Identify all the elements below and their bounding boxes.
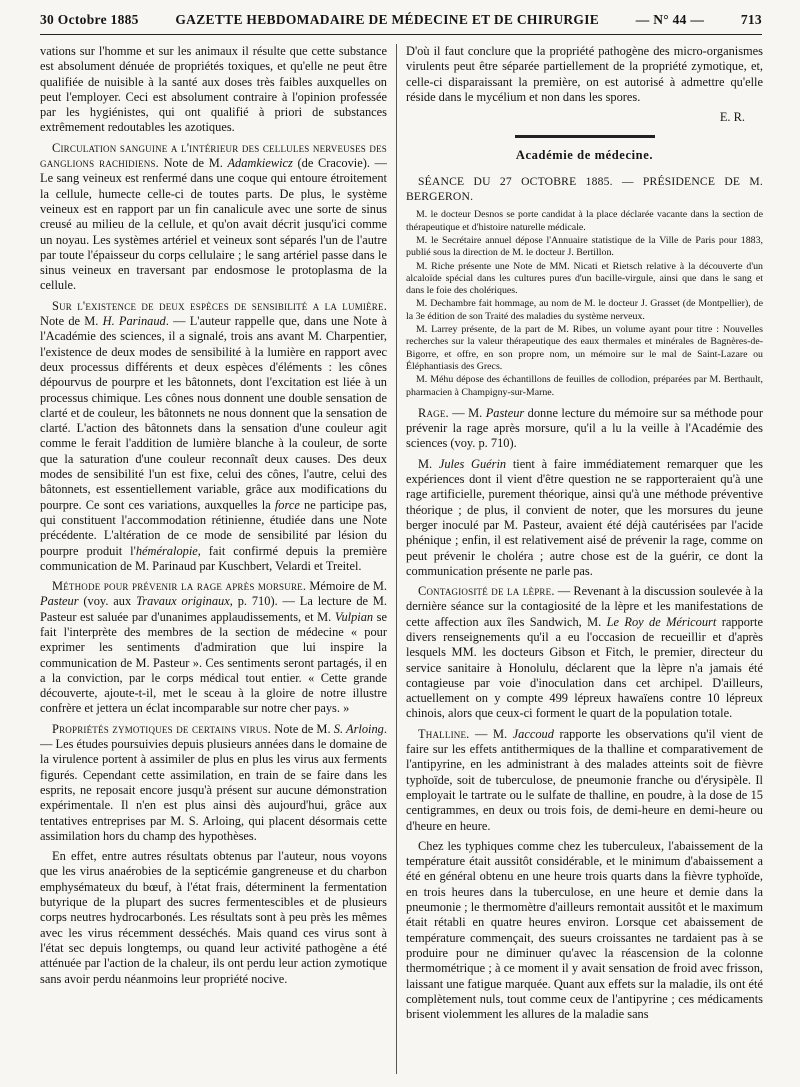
- section-heading-thalline: Thalline.: [418, 726, 470, 741]
- section-heading-methode-rage: Méthode pour prévenir la rage après morsure.: [52, 579, 307, 594]
- author-vulpian: Vulpian: [334, 609, 374, 624]
- author-adamkiewicz: Adamkiewicz: [227, 156, 293, 171]
- column-divider: [396, 44, 397, 1074]
- announcement-item: M. Dechambre fait hommage, au nom de M. le docteur J. Grasset (de Montpellier), de la 3e édition de son Traité des maladies du système nerveux.: [406, 298, 763, 322]
- section-separator: [515, 135, 655, 138]
- academy-heading: Académie de médecine.: [515, 148, 654, 163]
- header-journal-title: GAZETTE HEBDOMADAIRE DE MÉDECINE ET DE CHIRURGIE: [175, 12, 600, 27]
- paragraph-conclusion: D'où il faut conclure que la propriété pathogène des micro-organismes virulents peut être séparée partiellement de la propriété zymotique, et, celle-ci disparaissant la première, on est autorisé à admettre qu'elle réside dans le mycélium et non dans les spores.: [406, 44, 763, 104]
- header-date: 30 Octobre 1885: [40, 12, 139, 27]
- right-column: [406, 44, 763, 1079]
- paragraph-guerin: M. Jules Guérin tient à faire immédiatement remarquer que les expériences dont il vient d'être question ne se rapporteraient qu'à une rage artificielle, purement théorique, ainsi qu'à une méthode préventive théorique ; de plus, il convient de noter, que les morsures du jeune berger inoculé par M. Pasteur, avaient été déjà cautérisées par l'acide phénique ; enfin, il est relativement aisé de prévenir la rage, comme on peut prévenir le choléra ; autre chose est de la guérir, ce dont la communication présente ne parle pas.: [406, 456, 763, 578]
- paragraph-contagiosite-lepre: Contagiosité de la lèpre. — Revenant à la discussion soulevée à la dernière séance sur la contagiosité de la lèpre et les manifestations de cette affection aux îles Sandwich, M. Le Roy de Méricourt rapporte divers renseignements qu'il a eu l'occasion de recueillir et d'après lesquels MM. les docteurs Gibson et Fitch, le premier, directeur du service sanitaire à Honolulu, déclarent que la lèpre n'a jamais été contagieuse par voie d'inoculation dans cet archipel. D'ailleurs, actuellement on y compte 499 lépreux hawaïens contre 10 lépreux chinois, alors que ceux-ci forment le quart de la population totale.: [406, 584, 763, 721]
- author-pasteur-rage: Pasteur: [485, 405, 525, 420]
- paragraph-proprietes-zymotiques: Propriétés zymotiques de certains virus. Note de M. S. Arloing. — Les études poursuivies depuis plusieurs années dans le domaine de la virulence portent à assimiler de plus en plus les virus aux ferments figurés. Cependant cette assimilation, en train de se faire dans les esprits, ne reposait encore jusqu'à présent sur aucune démonstration expérimentale. Il n'en est plus ainsi dès aujourd'hui, grâce aux tentatives entreprises par M. S. Arloing, qui placent désormais cette assimilation hors du champ des hypothèses.: [40, 721, 387, 843]
- author-le-roy-de-mericourt: Le Roy de Méricourt: [606, 614, 717, 629]
- announcement-item: M. Larrey présente, de la part de M. Ribes, un volume ayant pour titre : Nouvelles recherches sur la valeur thérapeutique des eaux thermales et minérales de Bagnères-de-Bigorre, et offre, en son propre nom, un mémoire sur le mal de Saint-Lazare ou Éléphantiasis des Grecs.: [406, 324, 763, 372]
- announcement-item: M. le docteur Desnos se porte candidat à la place déclarée vacante dans la section de thérapeutique et d'histoire naturelle médicale.: [406, 209, 763, 233]
- paragraph-sensibilite-lumiere: Sur l'existence de deux espèces de sensibilité a la lumière. Note de M. H. Parinaud. — L'auteur rappelle que, dans une Note à l'Académie des sciences, il a signalé, trois ans avant M. Charpentier, l'existence de deux modes de sensibilité à la lumière en rapport avec deux processus différents et deux espèces d'éléments : les cônes dépourvus de pourpre et les bâtonnets, dont l'excitation est liée à un processus chimique. Les cônes nous donnent une double sensation de clarté et de couleur, les bâtonnets ne nous donnent que la sensation de clarté. L'action des bâtonnets dans la sensation d'une couleur agit comme le ferait l'addition de lumière blanche à la couleur, de sorte que la saturation d'une couleur reconnaît deux causes. Des deux modes de sensibilité l'un est fixe, celui des cônes, l'autre, celui des bâtonnets, est essentiellement variable, grâce aux modifications du pourpre. Ce sont ces variations, auxquelles la force ne participe pas, qui constituent l'accommodation rétinienne, étudiée dans une Note précédente. L'altération de ce mode de sensibilité par lésion du pourpre produit l'héméralopie, fait confirmé depuis la première communication de M. Parinaud par Kuschbert, Velardi et Treitel.: [40, 298, 387, 573]
- section-heading-rage: Rage.: [418, 405, 449, 420]
- section-heading-sensibilite: Sur l'existence de deux espèces de sensibilité a la lumière.: [52, 298, 387, 313]
- author-parinaud: H. Parinaud: [102, 314, 166, 329]
- section-heading-zymotiques: Propriétés zymotiques de certains virus.: [52, 721, 272, 736]
- paragraph-rage: Rage. — M. Pasteur donne lecture du mémoire sur sa méthode pour prévenir la rage après morsure, qu'il a lu la veille à l'Académie des sciences (voy. p. 710).: [406, 405, 763, 451]
- paragraph-typhiques: Chez les typhiques comme chez les tuberculeux, l'abaissement de la température était aussitôt considérable, et le minimum d'abaissement a été en général obtenu en une heure trois quarts dans la fièvre typhoïde, en trois heures dans la tuberculose, en une heure et demie dans la pneumonie ; le thermomètre d'ailleurs remontait aussitôt et le maximum était rétabli en quatre heures environ. Lorsque cet abaissement de température commençait, des sueurs croissantes ne tardaient pas à se produire pour ne diminuer qu'avec la réascension de la colonne thermométrique ; à ce moment il y avait sensation de froid avec frisson, laissant une fatigue marquée. Quant aux effets sur la maladie, ils ont été complètement nuls, tout comme ceux de l'antipyrine ; ces médicaments brisent violemment les allures de la maladie sans: [406, 838, 763, 1022]
- author-arloing: S. Arloing: [333, 721, 384, 736]
- header-page-number: 713: [740, 12, 762, 27]
- session-line: SÉANCE DU 27 OCTOBRE 1885. — PRÉSIDENCE DE M. BERGERON.: [406, 174, 763, 204]
- section-heading-lepre: Contagiosité de la lèpre.: [418, 584, 555, 599]
- author-jules-guerin: Jules Guérin: [438, 456, 507, 471]
- paragraph-azotiques: vations sur l'homme et sur les animaux il résulte que cette substance est absolument dénuée de propriétés toxiques, et qu'elle ne peut être qualifiée de nuisible à la santé aux doses très faibles auxquelles on peut l'employer. Ceci est absolument contraire à l'opinion professée par les hygiénistes, qui ont qualifié à priori de substances extrêmement redoutables les azotiques.: [40, 44, 387, 135]
- paragraph-thalline: Thalline. — M. Jaccoud rapporte les observations qu'il vient de faire sur les effets antithermiques de la thalline et comparativement de l'antipyrine, en les administrant à des malades atteints soit de fièvre typhoïde, soit de tuberculose, de pneumonie franche ou d'érysipèle. Il employait le tartrate ou le sulfate de thalline, en poudre, à la dose de 15 centigrammes, en deux ou trois fois, de demi-heure en demi-heure ou d'heure en heure.: [406, 726, 763, 833]
- announcement-item: M. Riche présente une Note de MM. Nicati et Rietsch relative à la découverte d'un alcaloïde spécial dans les cultures pures d'un bacille-virgule, ainsi que dans le sang et dans le foie des cholériques.: [406, 260, 763, 297]
- announcement-item: M. le Secrétaire annuel dépose l'Annuaire statistique de la Ville de Paris pour 1883, publié sous la direction de M. le docteur J. Bertillon.: [406, 234, 763, 259]
- running-header: [40, 12, 762, 34]
- paragraph-methode-rage: Méthode pour prévenir la rage après morsure. Mémoire de M. Pasteur (voy. aux Travaux originaux, p. 710). — La lecture de M. Pasteur est saluée par d'unanimes applaudissements, et M. Vulpian se fait l'interprète des membres de la section de médecine « pour exprimer les sentiments d'admiration que lui inspire la communication de M. Pasteur ». Ces sentiments seront partagés, il en a la conviction, par le corps médical tout entier. « Cette grande découverte, ajoute-t-il, met le sceau à la gloire de notre illustre confrère et jettera un éclat incomparable sur notre cher pays. »: [40, 579, 387, 716]
- signature-initials: E. R.: [719, 110, 745, 125]
- author-jaccoud: Jaccoud: [512, 726, 554, 741]
- section-heading-circulation: Circulation sanguine a l'intérieur des cellules nerveuses des ganglions rachidiens.: [40, 140, 387, 171]
- left-column: [40, 44, 387, 1079]
- paragraph-resultats-auteur: En effet, entre autres résultats obtenus par l'auteur, nous voyons que les virus anaérobies de la septicémie gangreneuse et du charbon emphysémateux du bœuf, à l'état frais, déterminent la fermentation butyrique de la plupart des sucres fermentescibles et de plusieurs corps neutres hydrocarbonés. Les résultats sont à peu près les mêmes avec les virus récemment desséchés. Mais quand ces virus sont à l'état sec depuis longtemps, ou quand leur activité pathogène a été atténuée par l'action de la chaleur, ils ont perdu leur action zymotique sans avoir perdu néanmoins leur propriété nocive.: [40, 849, 387, 986]
- session-announcements: [406, 209, 763, 398]
- header-rule: [40, 34, 762, 35]
- header-issue-number: — N° 44 —: [635, 12, 705, 27]
- announcement-item: M. Méhu dépose des échantillons de feuilles de collodion, préparées par M. Berthault, pharmacien à Champigny-sur-Marne.: [406, 374, 763, 398]
- paragraph-circulation-sanguine: Circulation sanguine a l'intérieur des cellules nerveuses des ganglions rachidiens. Note de M. Adamkiewicz (de Cracovie). — Le sang veineux est renfermé dans une coque qui entoure étroitement la cellule, humecte celle-ci de toutes parts. De plus, le système veineux est en rapport par un fin canalicule avec une sorte de sinus creusé au milieu de la cellule, et qu'on avait décrit jusqu'ici comme un noyau. Les systèmes artériel et veineux sont séparés l'un de l'autre par toute l'épaisseur du corps cellulaire ; le sang artériel passe dans le sinus veineux en traversant par endosmose le protoplasma de la cellule.: [40, 140, 387, 293]
- author-pasteur: Pasteur: [40, 594, 79, 609]
